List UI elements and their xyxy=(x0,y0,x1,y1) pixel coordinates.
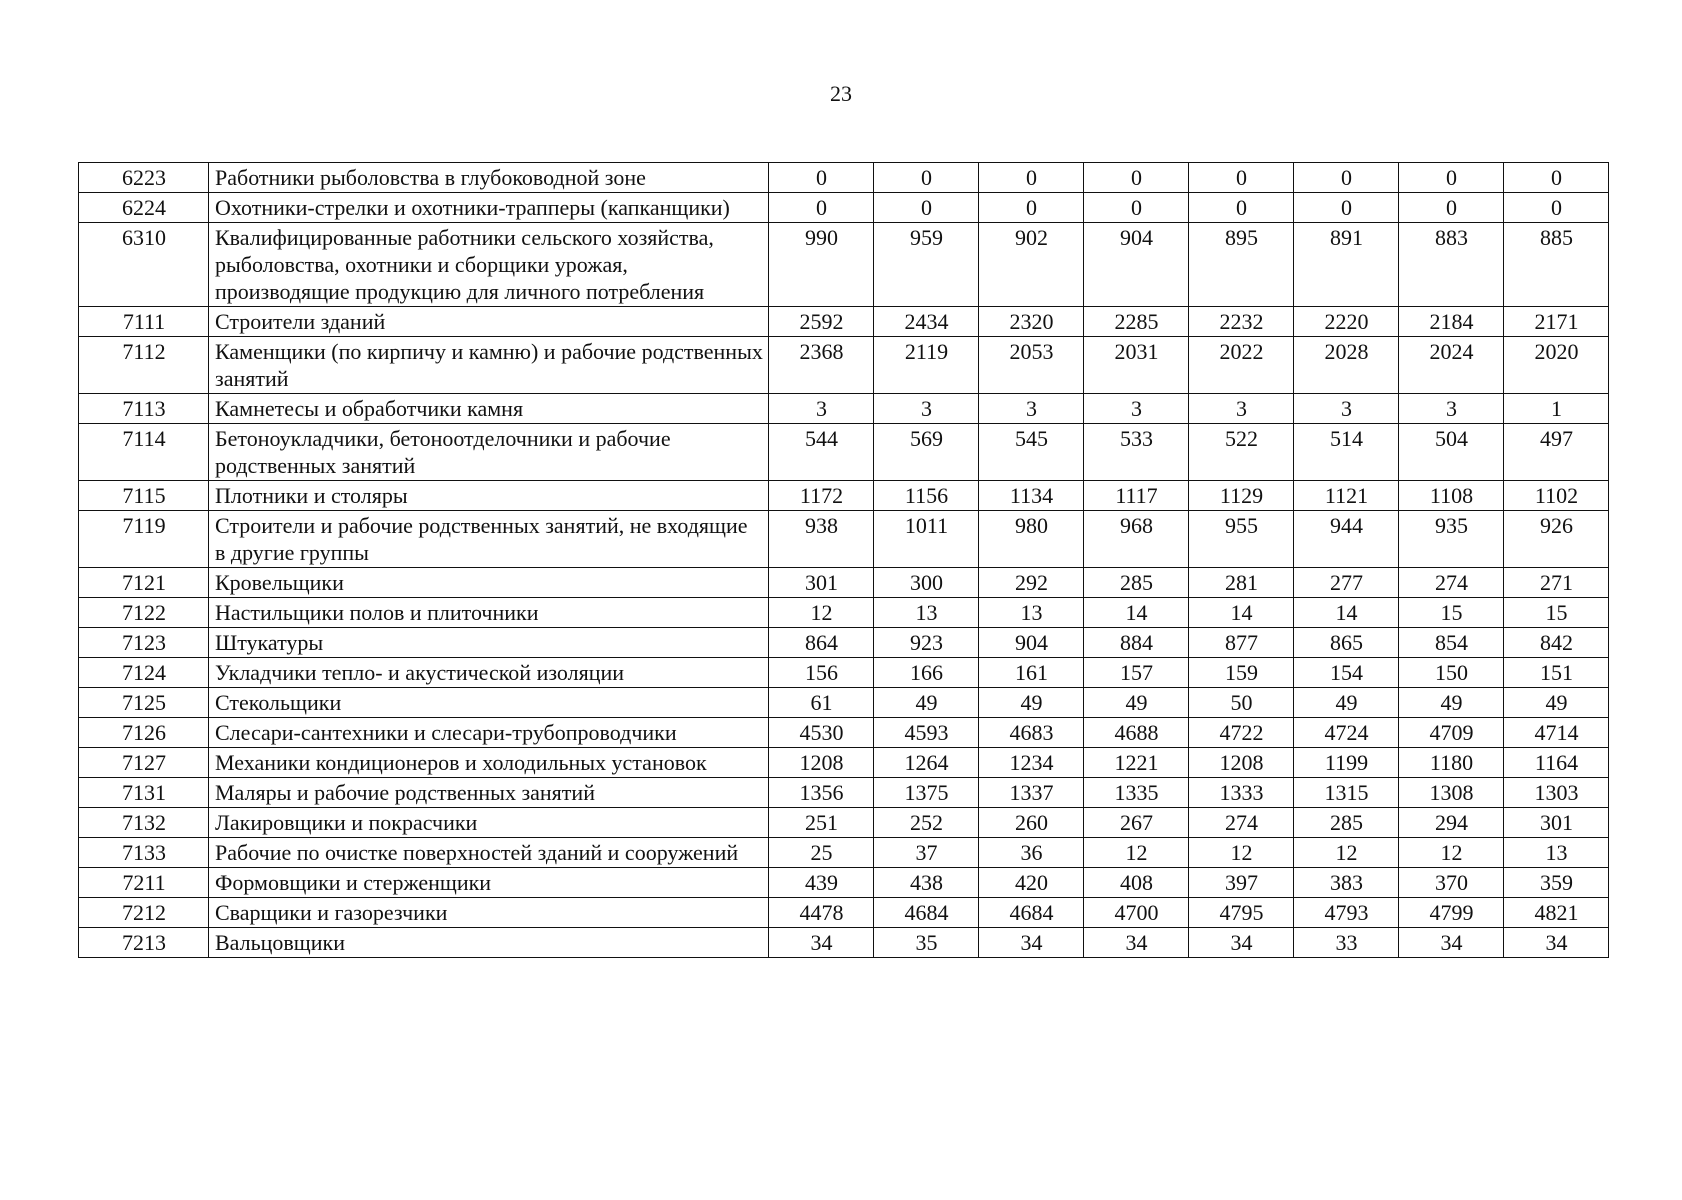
table-row xyxy=(79,481,1609,511)
occupation-code-cell: 7212 xyxy=(79,898,209,928)
value-cell: 274 xyxy=(1399,568,1504,598)
table-row xyxy=(79,337,1609,394)
value-cell: 14 xyxy=(1294,598,1399,628)
value-cell: 2053 xyxy=(979,337,1084,394)
value-cell: 1264 xyxy=(874,748,979,778)
value-cell: 12 xyxy=(1084,838,1189,868)
value-cell: 955 xyxy=(1189,511,1294,568)
value-cell: 0 xyxy=(1399,163,1504,193)
occupation-name-cell: Механики кондиционеров и холодильных установок xyxy=(209,748,769,778)
occupation-name-cell: Лакировщики и покрасчики xyxy=(209,808,769,838)
value-cell: 3 xyxy=(874,394,979,424)
value-cell: 0 xyxy=(1504,193,1609,223)
table-row xyxy=(79,424,1609,481)
table-row xyxy=(79,223,1609,307)
table-row xyxy=(79,568,1609,598)
table-row xyxy=(79,718,1609,748)
value-cell: 1356 xyxy=(769,778,874,808)
value-cell: 854 xyxy=(1399,628,1504,658)
value-cell: 1011 xyxy=(874,511,979,568)
value-cell: 1333 xyxy=(1189,778,1294,808)
occupation-name-cell: Квалифицированные работники сельского хозяйства, рыболовства, охотники и сборщики урожая, производящие продукцию для личного потребления xyxy=(209,223,769,307)
occupation-name-cell: Камнетесы и обработчики камня xyxy=(209,394,769,424)
value-cell: 50 xyxy=(1189,688,1294,718)
value-cell: 251 xyxy=(769,808,874,838)
value-cell: 2031 xyxy=(1084,337,1189,394)
value-cell: 301 xyxy=(769,568,874,598)
value-cell: 0 xyxy=(874,193,979,223)
value-cell: 12 xyxy=(1399,838,1504,868)
value-cell: 0 xyxy=(1189,193,1294,223)
value-cell: 12 xyxy=(769,598,874,628)
value-cell: 12 xyxy=(1294,838,1399,868)
value-cell: 923 xyxy=(874,628,979,658)
value-cell: 0 xyxy=(1084,193,1189,223)
value-cell: 4821 xyxy=(1504,898,1609,928)
value-cell: 904 xyxy=(1084,223,1189,307)
value-cell: 904 xyxy=(979,628,1084,658)
occupation-name-cell: Строители и рабочие родственных занятий, не входящие в другие группы xyxy=(209,511,769,568)
value-cell: 34 xyxy=(1399,928,1504,958)
value-cell: 2434 xyxy=(874,307,979,337)
value-cell: 157 xyxy=(1084,658,1189,688)
value-cell: 522 xyxy=(1189,424,1294,481)
value-cell: 885 xyxy=(1504,223,1609,307)
value-cell: 569 xyxy=(874,424,979,481)
value-cell: 4683 xyxy=(979,718,1084,748)
occupation-name-cell: Строители зданий xyxy=(209,307,769,337)
occupation-name-cell: Охотники-стрелки и охотники-трапперы (капканщики) xyxy=(209,193,769,223)
value-cell: 0 xyxy=(769,193,874,223)
value-cell: 4795 xyxy=(1189,898,1294,928)
occupation-code-cell: 7133 xyxy=(79,838,209,868)
occupation-code-cell: 7213 xyxy=(79,928,209,958)
value-cell: 1208 xyxy=(1189,748,1294,778)
value-cell: 37 xyxy=(874,838,979,868)
value-cell: 0 xyxy=(979,193,1084,223)
value-cell: 2028 xyxy=(1294,337,1399,394)
value-cell: 49 xyxy=(979,688,1084,718)
value-cell: 0 xyxy=(769,163,874,193)
occupation-code-cell: 7115 xyxy=(79,481,209,511)
value-cell: 514 xyxy=(1294,424,1399,481)
value-cell: 0 xyxy=(1084,163,1189,193)
value-cell: 533 xyxy=(1084,424,1189,481)
value-cell: 12 xyxy=(1189,838,1294,868)
occupation-name-cell: Плотники и столяры xyxy=(209,481,769,511)
value-cell: 1164 xyxy=(1504,748,1609,778)
value-cell: 285 xyxy=(1084,568,1189,598)
occupation-name-cell: Стекольщики xyxy=(209,688,769,718)
value-cell: 1108 xyxy=(1399,481,1504,511)
value-cell: 2232 xyxy=(1189,307,1294,337)
value-cell: 1315 xyxy=(1294,778,1399,808)
value-cell: 4722 xyxy=(1189,718,1294,748)
value-cell: 0 xyxy=(1294,193,1399,223)
value-cell: 359 xyxy=(1504,868,1609,898)
value-cell: 13 xyxy=(979,598,1084,628)
value-cell: 2184 xyxy=(1399,307,1504,337)
value-cell: 935 xyxy=(1399,511,1504,568)
occupations-table xyxy=(78,162,1609,958)
value-cell: 3 xyxy=(769,394,874,424)
occupation-code-cell: 7211 xyxy=(79,868,209,898)
value-cell: 14 xyxy=(1084,598,1189,628)
table-row xyxy=(79,898,1609,928)
occupation-name-cell: Маляры и рабочие родственных занятий xyxy=(209,778,769,808)
value-cell: 0 xyxy=(979,163,1084,193)
value-cell: 2368 xyxy=(769,337,874,394)
value-cell: 300 xyxy=(874,568,979,598)
value-cell: 285 xyxy=(1294,808,1399,838)
value-cell: 2119 xyxy=(874,337,979,394)
value-cell: 865 xyxy=(1294,628,1399,658)
value-cell: 34 xyxy=(769,928,874,958)
table-row xyxy=(79,778,1609,808)
value-cell: 877 xyxy=(1189,628,1294,658)
value-cell: 883 xyxy=(1399,223,1504,307)
occupation-code-cell: 6223 xyxy=(79,163,209,193)
value-cell: 292 xyxy=(979,568,1084,598)
table-row xyxy=(79,598,1609,628)
value-cell: 15 xyxy=(1504,598,1609,628)
value-cell: 884 xyxy=(1084,628,1189,658)
occupation-name-cell: Укладчики тепло- и акустической изоляции xyxy=(209,658,769,688)
value-cell: 370 xyxy=(1399,868,1504,898)
value-cell: 150 xyxy=(1399,658,1504,688)
value-cell: 3 xyxy=(1294,394,1399,424)
value-cell: 990 xyxy=(769,223,874,307)
occupation-code-cell: 7111 xyxy=(79,307,209,337)
value-cell: 36 xyxy=(979,838,1084,868)
value-cell: 281 xyxy=(1189,568,1294,598)
occupation-name-cell: Работники рыболовства в глубоководной зоне xyxy=(209,163,769,193)
table-row xyxy=(79,307,1609,337)
value-cell: 968 xyxy=(1084,511,1189,568)
value-cell: 1199 xyxy=(1294,748,1399,778)
value-cell: 34 xyxy=(1189,928,1294,958)
value-cell: 154 xyxy=(1294,658,1399,688)
value-cell: 864 xyxy=(769,628,874,658)
page-number: 23 xyxy=(830,81,852,106)
value-cell: 3 xyxy=(1189,394,1294,424)
occupation-code-cell: 7125 xyxy=(79,688,209,718)
value-cell: 34 xyxy=(979,928,1084,958)
value-cell: 944 xyxy=(1294,511,1399,568)
value-cell: 497 xyxy=(1504,424,1609,481)
table-row xyxy=(79,163,1609,193)
value-cell: 439 xyxy=(769,868,874,898)
value-cell: 1375 xyxy=(874,778,979,808)
value-cell: 2285 xyxy=(1084,307,1189,337)
occupation-name-cell: Рабочие по очистке поверхностей зданий и сооружений xyxy=(209,838,769,868)
value-cell: 1 xyxy=(1504,394,1609,424)
value-cell: 0 xyxy=(1294,163,1399,193)
value-cell: 895 xyxy=(1189,223,1294,307)
value-cell: 294 xyxy=(1399,808,1504,838)
occupation-name-cell: Каменщики (по кирпичу и камню) и рабочие родственных занятий xyxy=(209,337,769,394)
value-cell: 1337 xyxy=(979,778,1084,808)
value-cell: 4709 xyxy=(1399,718,1504,748)
value-cell: 2592 xyxy=(769,307,874,337)
occupation-name-cell: Слесари-сантехники и слесари-трубопроводчики xyxy=(209,718,769,748)
value-cell: 49 xyxy=(1084,688,1189,718)
value-cell: 4593 xyxy=(874,718,979,748)
occupation-code-cell: 7113 xyxy=(79,394,209,424)
value-cell: 1102 xyxy=(1504,481,1609,511)
value-cell: 4799 xyxy=(1399,898,1504,928)
value-cell: 2220 xyxy=(1294,307,1399,337)
occupation-name-cell: Формовщики и стерженщики xyxy=(209,868,769,898)
table-row xyxy=(79,193,1609,223)
table-row xyxy=(79,658,1609,688)
occupation-code-cell: 7114 xyxy=(79,424,209,481)
occupation-code-cell: 7127 xyxy=(79,748,209,778)
value-cell: 959 xyxy=(874,223,979,307)
value-cell: 438 xyxy=(874,868,979,898)
value-cell: 1303 xyxy=(1504,778,1609,808)
value-cell: 420 xyxy=(979,868,1084,898)
occupation-name-cell: Бетоноукладчики, бетоноотделочники и рабочие родственных занятий xyxy=(209,424,769,481)
value-cell: 4684 xyxy=(874,898,979,928)
table-body xyxy=(79,163,1609,958)
occupation-code-cell: 7122 xyxy=(79,598,209,628)
value-cell: 49 xyxy=(1504,688,1609,718)
occupation-code-cell: 7123 xyxy=(79,628,209,658)
value-cell: 274 xyxy=(1189,808,1294,838)
table-row xyxy=(79,688,1609,718)
value-cell: 13 xyxy=(1504,838,1609,868)
occupation-code-cell: 7124 xyxy=(79,658,209,688)
value-cell: 49 xyxy=(1399,688,1504,718)
value-cell: 383 xyxy=(1294,868,1399,898)
value-cell: 271 xyxy=(1504,568,1609,598)
occupation-code-cell: 7121 xyxy=(79,568,209,598)
value-cell: 2022 xyxy=(1189,337,1294,394)
value-cell: 34 xyxy=(1084,928,1189,958)
value-cell: 1180 xyxy=(1399,748,1504,778)
value-cell: 49 xyxy=(874,688,979,718)
value-cell: 1129 xyxy=(1189,481,1294,511)
value-cell: 49 xyxy=(1294,688,1399,718)
value-cell: 25 xyxy=(769,838,874,868)
value-cell: 1172 xyxy=(769,481,874,511)
value-cell: 33 xyxy=(1294,928,1399,958)
value-cell: 2320 xyxy=(979,307,1084,337)
value-cell: 902 xyxy=(979,223,1084,307)
value-cell: 1208 xyxy=(769,748,874,778)
occupation-code-cell: 7131 xyxy=(79,778,209,808)
value-cell: 2020 xyxy=(1504,337,1609,394)
occupation-code-cell: 7132 xyxy=(79,808,209,838)
value-cell: 544 xyxy=(769,424,874,481)
value-cell: 0 xyxy=(1504,163,1609,193)
value-cell: 1308 xyxy=(1399,778,1504,808)
value-cell: 980 xyxy=(979,511,1084,568)
value-cell: 1117 xyxy=(1084,481,1189,511)
value-cell: 166 xyxy=(874,658,979,688)
value-cell: 267 xyxy=(1084,808,1189,838)
table-row xyxy=(79,928,1609,958)
value-cell: 13 xyxy=(874,598,979,628)
value-cell: 3 xyxy=(1399,394,1504,424)
occupation-name-cell: Сварщики и газорезчики xyxy=(209,898,769,928)
occupation-name-cell: Штукатуры xyxy=(209,628,769,658)
value-cell: 1121 xyxy=(1294,481,1399,511)
value-cell: 4478 xyxy=(769,898,874,928)
table-row xyxy=(79,748,1609,778)
table-row xyxy=(79,511,1609,568)
value-cell: 1335 xyxy=(1084,778,1189,808)
occupation-code-cell: 6310 xyxy=(79,223,209,307)
value-cell: 545 xyxy=(979,424,1084,481)
value-cell: 2171 xyxy=(1504,307,1609,337)
table-row xyxy=(79,628,1609,658)
value-cell: 0 xyxy=(1189,163,1294,193)
value-cell: 926 xyxy=(1504,511,1609,568)
value-cell: 151 xyxy=(1504,658,1609,688)
value-cell: 938 xyxy=(769,511,874,568)
value-cell: 4793 xyxy=(1294,898,1399,928)
occupation-name-cell: Кровельщики xyxy=(209,568,769,598)
value-cell: 1234 xyxy=(979,748,1084,778)
value-cell: 408 xyxy=(1084,868,1189,898)
occupation-name-cell: Вальцовщики xyxy=(209,928,769,958)
value-cell: 35 xyxy=(874,928,979,958)
value-cell: 277 xyxy=(1294,568,1399,598)
value-cell: 397 xyxy=(1189,868,1294,898)
value-cell: 161 xyxy=(979,658,1084,688)
value-cell: 4688 xyxy=(1084,718,1189,748)
value-cell: 3 xyxy=(1084,394,1189,424)
value-cell: 0 xyxy=(874,163,979,193)
value-cell: 504 xyxy=(1399,424,1504,481)
value-cell: 156 xyxy=(769,658,874,688)
occupation-name-cell: Настильщики полов и плиточники xyxy=(209,598,769,628)
value-cell: 159 xyxy=(1189,658,1294,688)
value-cell: 0 xyxy=(1399,193,1504,223)
value-cell: 14 xyxy=(1189,598,1294,628)
occupation-code-cell: 6224 xyxy=(79,193,209,223)
value-cell: 2024 xyxy=(1399,337,1504,394)
table-row xyxy=(79,868,1609,898)
value-cell: 15 xyxy=(1399,598,1504,628)
occupation-code-cell: 7112 xyxy=(79,337,209,394)
table-row xyxy=(79,838,1609,868)
value-cell: 4530 xyxy=(769,718,874,748)
value-cell: 1134 xyxy=(979,481,1084,511)
value-cell: 3 xyxy=(979,394,1084,424)
value-cell: 34 xyxy=(1504,928,1609,958)
value-cell: 301 xyxy=(1504,808,1609,838)
value-cell: 260 xyxy=(979,808,1084,838)
value-cell: 4714 xyxy=(1504,718,1609,748)
occupation-code-cell: 7119 xyxy=(79,511,209,568)
table-row xyxy=(79,808,1609,838)
value-cell: 4724 xyxy=(1294,718,1399,748)
value-cell: 1221 xyxy=(1084,748,1189,778)
value-cell: 891 xyxy=(1294,223,1399,307)
value-cell: 1156 xyxy=(874,481,979,511)
value-cell: 4700 xyxy=(1084,898,1189,928)
occupation-code-cell: 7126 xyxy=(79,718,209,748)
table-row xyxy=(79,394,1609,424)
value-cell: 61 xyxy=(769,688,874,718)
value-cell: 842 xyxy=(1504,628,1609,658)
value-cell: 252 xyxy=(874,808,979,838)
value-cell: 4684 xyxy=(979,898,1084,928)
